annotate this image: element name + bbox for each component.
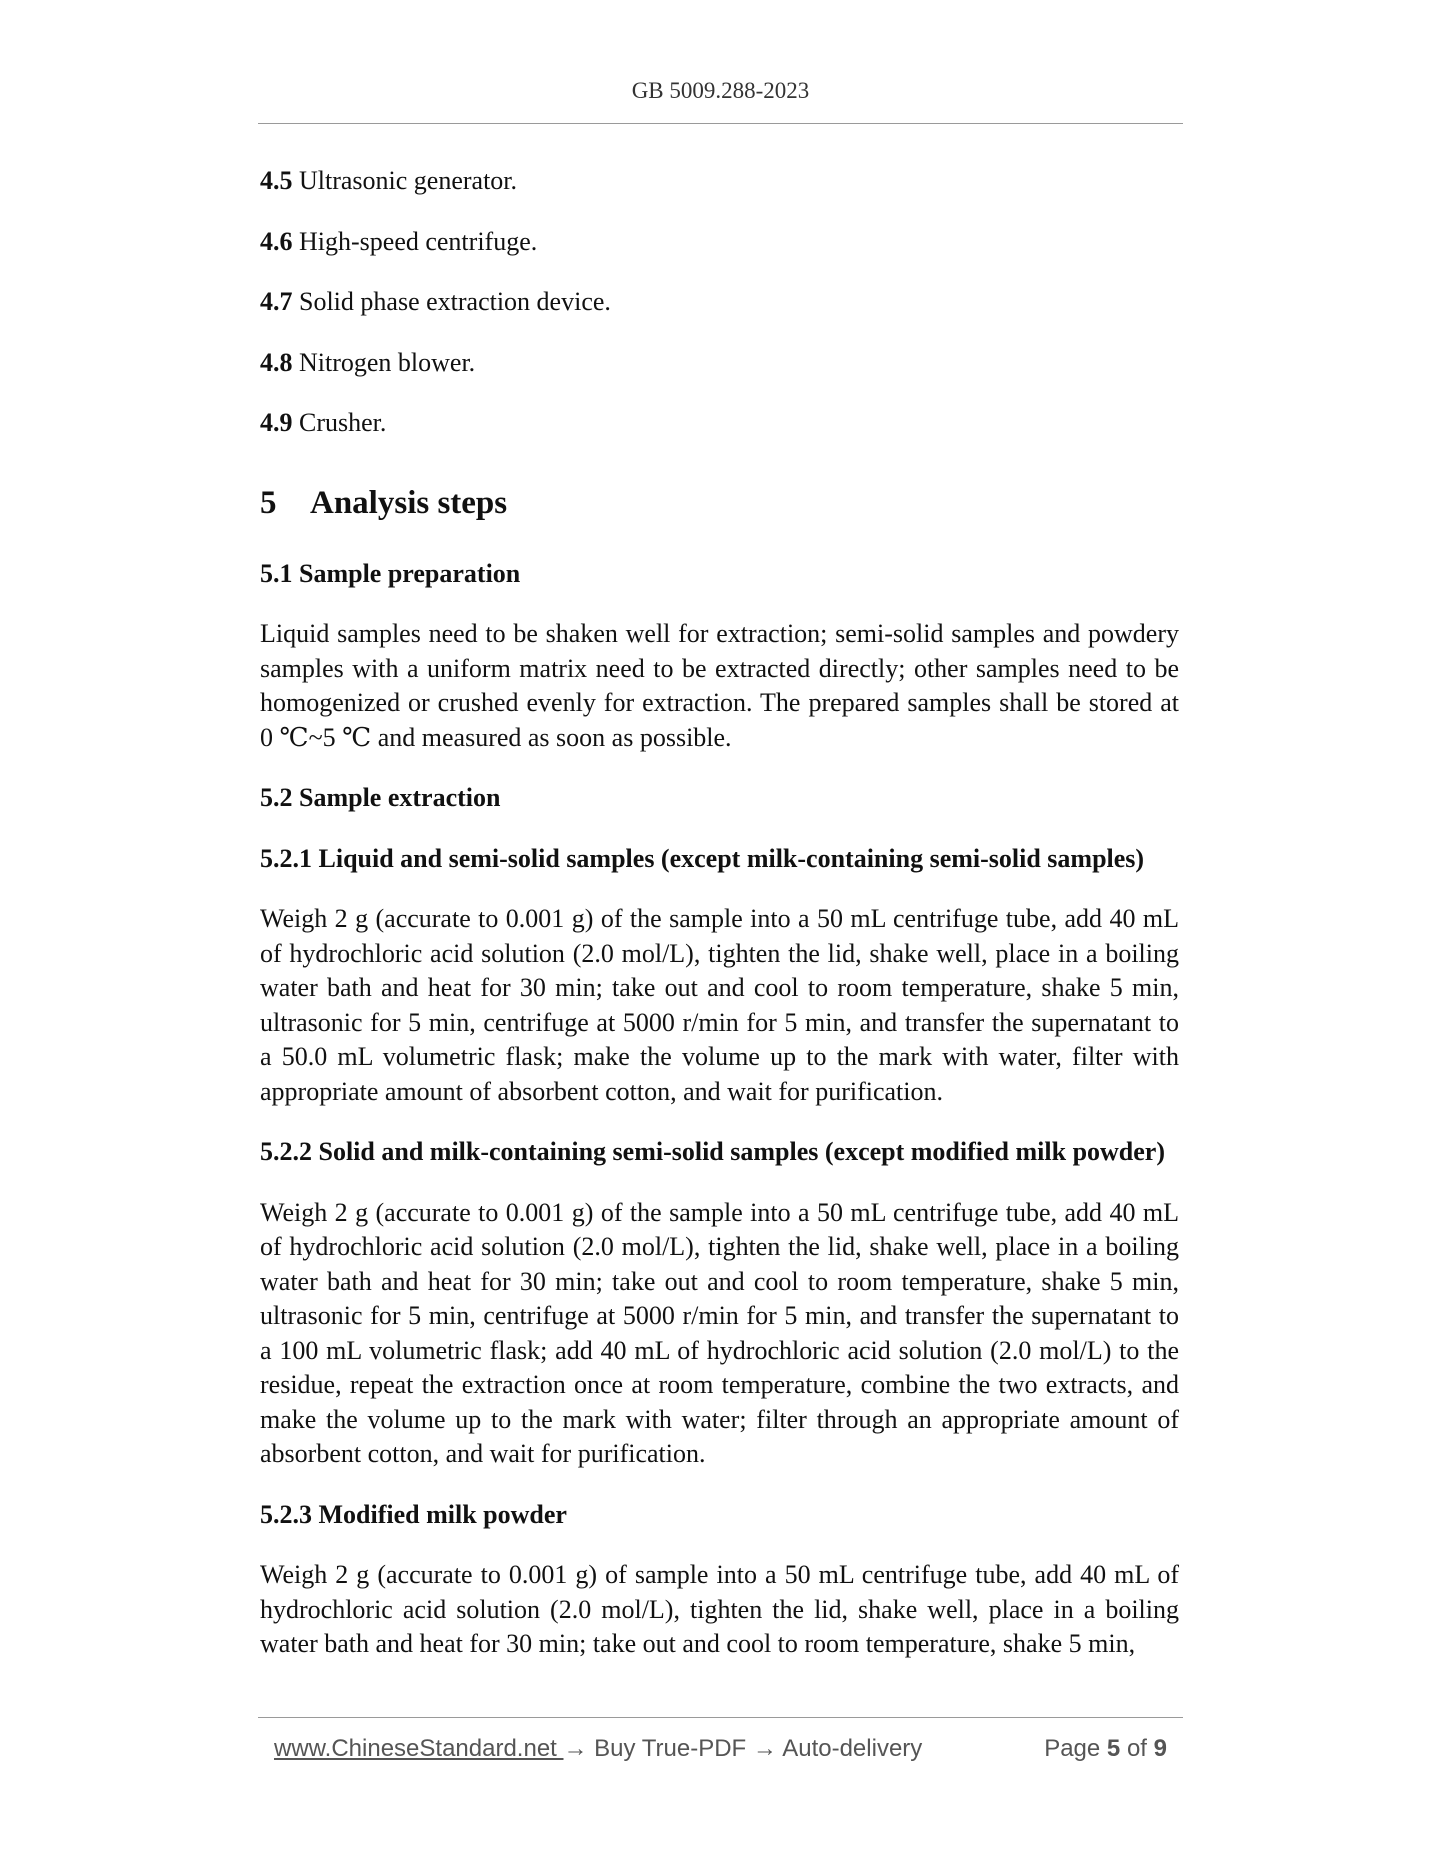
page-total: 9: [1153, 1735, 1167, 1762]
arrow-right-icon: →: [563, 1735, 588, 1762]
item-number: 4.7: [260, 287, 293, 316]
item-number: 4.8: [260, 347, 293, 377]
standard-code: GB 5009.288-2023: [631, 78, 810, 103]
subsection-heading-5-1: 5.1 Sample preparation: [260, 558, 521, 588]
page-footer: [274, 1735, 1167, 1763]
item-number: 4.5: [260, 166, 293, 195]
list-item: [260, 406, 1179, 441]
arrow-right-icon: →: [752, 1735, 777, 1762]
item-text: Solid phase extraction device.: [292, 287, 611, 316]
document-body: [260, 164, 1179, 1688]
item-text: Ultrasonic generator.: [292, 166, 518, 195]
item-text: Crusher.: [292, 408, 387, 437]
header-divider: [258, 123, 1183, 124]
subsection-heading-5-2: 5.2 Sample extraction: [260, 783, 501, 812]
paragraph-5-2-2: Weigh 2 g (accurate to 0.001 g) of the sample into a 50 mL centrifuge tube, add 40 mL of hydrochloric acid solution (2.0 mol/L), tighten the lid, shake well, place in a boiling water bath and heat for 30 min; take out and cool to room temperature, shake 5 min, ultrasonic for 5 min, centrifuge at 5000 r/min for 5 min, and transfer the supernatant to a 100 mL volumetric flask; add 40 mL of hydrochloric acid solution (2.0 mol/L) to the residue, repeat the extraction once at room temperature, combine the two extracts, and make the volume up to the mark with water; filter through an appropriate amount of absorbent cotton, and wait for purification.: [260, 1197, 1179, 1468]
subsection-heading-5-2-2: 5.2.2 Solid and milk-containing semi-solid samples (except modified milk powder): [260, 1137, 1165, 1166]
section-title: Analysis steps: [310, 484, 508, 521]
section-number: 5: [260, 484, 277, 521]
website-link[interactable]: www.ChineseStandard.net: [274, 1735, 564, 1762]
subsection-heading-5-2-1: 5.2.1 Liquid and semi-solid samples (except milk-containing semi-solid samples): [260, 843, 1145, 873]
section-heading: [260, 483, 1179, 523]
list-item: [260, 225, 1179, 260]
item-number: 4.6: [260, 226, 293, 256]
subsection-heading-5-2-3: 5.2.3 Modified milk powder: [260, 1499, 567, 1529]
list-item: [260, 346, 1179, 381]
paragraph-5-1: Liquid samples need to be shaken well for extraction; semi-solid samples and powdery samples with a uniform matrix need to be extracted directly; other samples need to be homogenized or crushed evenly for extraction. The prepared samples shall be stored at 0 ℃~5 ℃ and measured as soon as possible.: [260, 619, 1179, 752]
page-of: of: [1120, 1735, 1154, 1762]
list-item: [260, 285, 1179, 320]
item-text: Nitrogen blower.: [292, 347, 476, 377]
list-item: [260, 164, 1179, 199]
paragraph-5-2-1: Weigh 2 g (accurate to 0.001 g) of the sample into a 50 mL centrifuge tube, add 40 mL of hydrochloric acid solution (2.0 mol/L), tighten the lid, shake well, place in a boiling water bath and heat for 30 min; take out and cool to room temperature, shake 5 min, ultrasonic for 5 min, centrifuge at 5000 r/min for 5 min, and transfer the supernatant to a 50.0 mL volumetric flask; make the volume up to the mark with water, filter with appropriate amount of absorbent cotton, and wait for purification.: [260, 904, 1179, 1106]
footer-divider: [258, 1717, 1183, 1718]
auto-delivery-text: Auto-delivery: [776, 1735, 923, 1762]
item-number: 4.9: [260, 408, 293, 437]
page-indicator: [1044, 1735, 1167, 1763]
item-text: High-speed centrifuge.: [292, 226, 538, 256]
page-header: [258, 78, 1183, 104]
buy-pdf-text: Buy True-PDF: [587, 1735, 753, 1762]
page-current: 5: [1106, 1735, 1121, 1762]
page-label: Page: [1044, 1735, 1107, 1762]
paragraph-5-2-3: Weigh 2 g (accurate to 0.001 g) of sample into a 50 mL centrifuge tube, add 40 mL of hydrochloric acid solution (2.0 mol/L), tighten the lid, shake well, place in a boiling water bath and heat for 30 min; take out and cool to room temperature, shake 5 min,: [260, 1560, 1179, 1658]
